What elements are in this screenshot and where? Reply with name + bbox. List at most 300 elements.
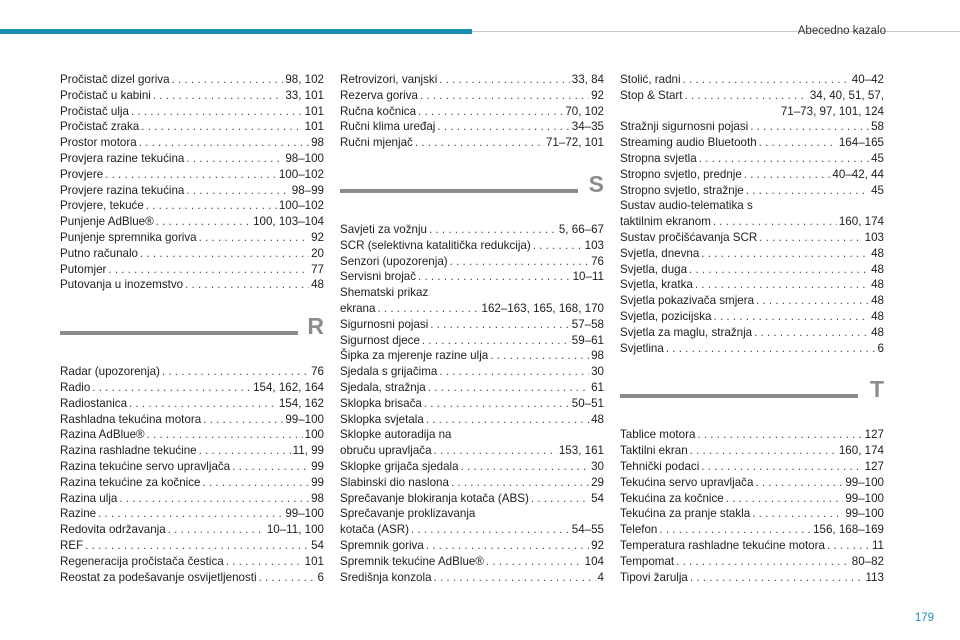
index-entry-pages: 98–99 bbox=[291, 183, 324, 197]
index-entry-pages: 48 bbox=[871, 278, 884, 292]
index-entry-line bbox=[620, 88, 884, 104]
index-entry[interactable] bbox=[340, 538, 604, 554]
index-entry-line bbox=[340, 412, 604, 428]
section-letter: R bbox=[307, 313, 324, 340]
index-entry-label: Svjetla pokazivača smjera bbox=[620, 294, 755, 308]
index-entry[interactable] bbox=[620, 246, 884, 262]
index-entry[interactable] bbox=[340, 222, 604, 238]
index-entry[interactable] bbox=[620, 167, 884, 183]
index-entry-line bbox=[60, 506, 324, 522]
index-entry-line bbox=[340, 72, 604, 88]
index-entry-pages: 100, 103–104 bbox=[253, 215, 324, 229]
index-entry-label: Putno računalo bbox=[60, 246, 138, 260]
index-entry[interactable] bbox=[60, 412, 324, 428]
index-entry-pages: 99 bbox=[311, 475, 324, 489]
index-entry-label: Provjere, tekuće bbox=[60, 199, 144, 213]
dot-leader bbox=[756, 293, 869, 309]
index-entry-line bbox=[620, 538, 884, 554]
dot-leader bbox=[428, 380, 589, 396]
index-entry-line bbox=[620, 427, 884, 443]
index-entry[interactable] bbox=[340, 269, 604, 285]
index-entry-pages: 29 bbox=[591, 475, 604, 489]
index-entry[interactable] bbox=[60, 167, 324, 183]
index-entry[interactable] bbox=[340, 427, 604, 443]
index-entry-pages: 20 bbox=[311, 246, 324, 260]
index-entry-label: Temperatura rashladne tekućine motora bbox=[620, 538, 825, 552]
dot-leader bbox=[131, 104, 303, 120]
index-entry[interactable] bbox=[60, 427, 324, 443]
index-entry-label: SCR (selektivna katalitička redukcija) bbox=[340, 238, 531, 252]
index-entry-line bbox=[60, 364, 324, 380]
index-entry[interactable] bbox=[340, 491, 604, 507]
index-entry[interactable] bbox=[60, 459, 324, 475]
index-entry[interactable] bbox=[340, 301, 604, 317]
index-entry-label: Razine bbox=[60, 507, 97, 521]
index-entry[interactable] bbox=[60, 506, 324, 522]
index-entry-label: Šipka za mjerenje razine ulja bbox=[340, 349, 489, 363]
header-rule bbox=[472, 31, 960, 32]
index-entry[interactable] bbox=[340, 554, 604, 570]
index-entry-pages: 54–55 bbox=[571, 523, 604, 537]
index-entry-label: Punjenje AdBlue® bbox=[60, 215, 154, 229]
index-entry[interactable] bbox=[340, 348, 604, 364]
index-entry-line bbox=[60, 72, 324, 88]
index-entry-label: Rezerva goriva bbox=[340, 88, 418, 102]
index-entry-label: Ručni klima uređaj bbox=[340, 120, 436, 134]
index-entry-pages: 153, 161 bbox=[558, 444, 604, 458]
index-entry-line bbox=[60, 570, 324, 586]
dot-leader bbox=[461, 459, 590, 475]
index-entry-label: kotača (ASR) bbox=[340, 523, 409, 537]
index-entry-label: REF bbox=[60, 538, 84, 552]
index-entry-line bbox=[60, 427, 324, 443]
index-entry-pages: 48 bbox=[871, 309, 884, 323]
page-number: 179 bbox=[914, 612, 934, 624]
index-entry-pages: 92 bbox=[591, 538, 604, 552]
index-entry-line bbox=[340, 135, 604, 151]
index-entry-pages: 164–165 bbox=[838, 136, 884, 150]
index-entry[interactable] bbox=[340, 459, 604, 475]
index-entry[interactable] bbox=[340, 380, 604, 396]
index-entry[interactable] bbox=[340, 88, 604, 104]
index-entry-label: Svjetlina bbox=[620, 341, 664, 355]
index-entry-label: Razina AdBlue® bbox=[60, 428, 145, 442]
index-entry-label: Streaming audio Bluetooth bbox=[620, 136, 757, 150]
index-entry[interactable] bbox=[620, 459, 884, 475]
index-entry[interactable] bbox=[340, 104, 604, 120]
index-entry-pages: 127 bbox=[864, 459, 884, 473]
dot-leader bbox=[676, 554, 850, 570]
index-entry[interactable] bbox=[620, 427, 884, 443]
index-entry-label: Sklopke autoradija na bbox=[340, 428, 452, 442]
index-entry[interactable] bbox=[340, 317, 604, 333]
index-entry-label: Telefon bbox=[620, 523, 658, 537]
index-entry-label: Senzori (upozorenja) bbox=[340, 254, 448, 268]
index-entry-label: Punjenje spremnika goriva bbox=[60, 230, 197, 244]
dot-leader bbox=[420, 88, 589, 104]
index-entry-label: Ručna kočnica bbox=[340, 104, 417, 118]
index-entry[interactable] bbox=[60, 230, 324, 246]
index-entry-label: Svjetla, dnevna bbox=[620, 246, 700, 260]
index-entry-line bbox=[340, 348, 604, 364]
index-entry[interactable] bbox=[340, 285, 604, 301]
index-entry[interactable] bbox=[620, 341, 884, 357]
index-entry-pages: 10–11 bbox=[572, 270, 604, 284]
index-entry[interactable] bbox=[340, 254, 604, 270]
index-entry-label: Svjetla, pozicijska bbox=[620, 309, 712, 323]
index-entry[interactable] bbox=[620, 506, 884, 522]
index-entry-line bbox=[340, 119, 604, 135]
index-entry[interactable] bbox=[620, 475, 884, 491]
index-entry-label: ekrana bbox=[340, 301, 376, 315]
index-entry-line bbox=[60, 183, 324, 199]
index-entry[interactable] bbox=[620, 119, 884, 135]
index-entry-label: Sigurnosni pojasi bbox=[340, 317, 429, 331]
index-entry-line bbox=[620, 119, 884, 135]
index-entry-line bbox=[620, 167, 884, 183]
index-entry-label: taktilnim ekranom bbox=[620, 215, 711, 229]
dot-leader bbox=[141, 119, 302, 135]
index-entry[interactable] bbox=[60, 104, 324, 120]
dot-leader bbox=[689, 262, 869, 278]
dot-leader bbox=[139, 135, 309, 151]
index-entry[interactable] bbox=[620, 230, 884, 246]
index-entry-line bbox=[340, 317, 604, 333]
dot-leader bbox=[490, 348, 589, 364]
index-entry-label: Svjetla, kratka bbox=[620, 278, 693, 292]
index-entry-pages: 30 bbox=[591, 365, 604, 379]
index-entry-label: Provjera razine tekućina bbox=[60, 151, 185, 165]
index-entry-pages: 98 bbox=[311, 491, 324, 505]
index-entry-line bbox=[620, 135, 884, 151]
index-entry[interactable] bbox=[60, 491, 324, 507]
index-entry-line bbox=[620, 246, 884, 262]
index-entry[interactable] bbox=[60, 554, 324, 570]
index-entry-line bbox=[60, 230, 324, 246]
letter-divider-rule bbox=[340, 189, 578, 193]
index-entry[interactable] bbox=[340, 364, 604, 380]
index-entry[interactable] bbox=[340, 412, 604, 428]
dot-leader bbox=[119, 491, 309, 507]
dot-leader bbox=[439, 72, 569, 88]
index-entry[interactable] bbox=[620, 151, 884, 167]
index-entry-pages: 101 bbox=[304, 120, 324, 134]
dot-leader bbox=[424, 396, 570, 412]
index-entry-label: Stropno svjetlo, prednje bbox=[620, 167, 742, 181]
index-entry-line bbox=[340, 104, 604, 120]
index-entry[interactable] bbox=[60, 198, 324, 214]
index-entry[interactable] bbox=[620, 538, 884, 554]
index-entry-pages: 58 bbox=[871, 120, 884, 134]
index-entry-line bbox=[60, 475, 324, 491]
index-entry-pages: 99–100 bbox=[845, 507, 884, 521]
index-entry[interactable] bbox=[620, 262, 884, 278]
index-entry-label: Taktilni ekran bbox=[620, 444, 688, 458]
index-entry-line bbox=[60, 262, 324, 278]
index-entry-pages: 99–100 bbox=[285, 507, 324, 521]
index-entry-pages: 98–100 bbox=[285, 151, 324, 165]
index-entry-line bbox=[340, 222, 604, 238]
index-entry[interactable] bbox=[340, 443, 604, 459]
index-entry-label: Pročistač dizel goriva bbox=[60, 73, 170, 86]
index-entry[interactable] bbox=[60, 183, 324, 199]
index-entry[interactable] bbox=[620, 135, 884, 151]
dot-leader bbox=[699, 151, 869, 167]
dot-leader bbox=[434, 443, 557, 459]
index-entry-pages: 33, 101 bbox=[285, 88, 324, 102]
index-entry[interactable] bbox=[60, 443, 324, 459]
index-entry[interactable] bbox=[60, 522, 324, 538]
index-entry[interactable] bbox=[340, 238, 604, 254]
index-entry-line bbox=[340, 238, 604, 254]
index-entry-pages: 50–51 bbox=[571, 396, 604, 410]
index-entry-line bbox=[60, 522, 324, 538]
dot-leader bbox=[659, 522, 811, 538]
index-entry-label: Ručni mjenjač bbox=[340, 136, 413, 150]
index-entry-label: Tehnički podaci bbox=[620, 459, 700, 473]
index-entry-label: Servisni brojač bbox=[340, 270, 417, 284]
index-entry[interactable] bbox=[620, 198, 884, 214]
index-entry[interactable] bbox=[340, 396, 604, 412]
dot-leader bbox=[726, 491, 844, 507]
dot-leader bbox=[186, 151, 283, 167]
index-entry-line bbox=[620, 443, 884, 459]
index-entry-line bbox=[60, 246, 324, 262]
index-entry-pages: 45 bbox=[871, 183, 884, 197]
dot-leader bbox=[415, 135, 544, 151]
index-entry-pages: 48 bbox=[871, 294, 884, 308]
index-entry[interactable] bbox=[60, 88, 324, 104]
index-entry-label: Shematski prikaz bbox=[340, 286, 429, 300]
dot-leader bbox=[259, 570, 316, 586]
index-entry-label: Razina tekućine za kočnice bbox=[60, 475, 201, 489]
index-entry[interactable] bbox=[620, 570, 884, 586]
index-entry[interactable] bbox=[620, 88, 884, 120]
index-entry-pages: 103 bbox=[864, 230, 884, 244]
index-entry-label: Radar (upozorenja) bbox=[60, 365, 160, 379]
dot-leader bbox=[714, 309, 870, 325]
index-entry[interactable] bbox=[620, 293, 884, 309]
index-entry-pages: 45 bbox=[871, 151, 884, 165]
index-entry-pages: 99 bbox=[311, 459, 324, 473]
index-entry[interactable] bbox=[620, 214, 884, 230]
index-entry-pages: 101 bbox=[304, 554, 324, 568]
dot-leader bbox=[232, 459, 309, 475]
index-entry-label: Stropno svjetlo, stražnje bbox=[620, 183, 744, 197]
index-entry-line bbox=[620, 230, 884, 246]
dot-leader bbox=[199, 443, 291, 459]
index-entry-pages: 99–100 bbox=[845, 491, 884, 505]
index-entry-label: Regeneracija pročistača čestica bbox=[60, 554, 224, 568]
index-entry-pages: 156, 168–169 bbox=[813, 523, 884, 537]
index-entry-label: Razina ulja bbox=[60, 491, 118, 505]
dot-leader bbox=[98, 506, 283, 522]
index-entry-label: Sklopke grijača sjedala bbox=[340, 459, 459, 473]
index-entry-label: Provjere bbox=[60, 167, 104, 181]
dot-leader bbox=[750, 119, 869, 135]
index-entry[interactable] bbox=[60, 214, 324, 230]
index-entry[interactable] bbox=[60, 396, 324, 412]
index-entry[interactable] bbox=[340, 119, 604, 135]
index-entry[interactable] bbox=[620, 309, 884, 325]
index-entry-pages: 48 bbox=[591, 412, 604, 426]
dot-leader bbox=[422, 333, 570, 349]
index-entry-pages: 76 bbox=[311, 365, 324, 379]
index-entry-label: Tekućina za kočnice bbox=[620, 491, 724, 505]
index-entry-pages: 154, 162, 164 bbox=[253, 380, 324, 394]
index-entry[interactable] bbox=[620, 554, 884, 570]
index-entry[interactable] bbox=[60, 364, 324, 380]
index-entry-label: Sustav audio-telematika s bbox=[620, 199, 753, 213]
index-entry-label: Stropna svjetla bbox=[620, 151, 697, 165]
index-entry[interactable] bbox=[340, 333, 604, 349]
dot-leader bbox=[683, 72, 850, 88]
index-entry-label: Slabinski dio naslona bbox=[340, 475, 449, 489]
index-entry[interactable] bbox=[620, 522, 884, 538]
index-entry[interactable] bbox=[340, 522, 604, 538]
index-entry[interactable] bbox=[620, 183, 884, 199]
index-column-2 bbox=[340, 72, 604, 585]
index-entry-label: Sustav pročišćavanja SCR bbox=[620, 230, 758, 244]
dot-leader bbox=[759, 135, 837, 151]
index-entry-pages: 40–42 bbox=[851, 73, 884, 86]
index-entry-pages: 5, 66–67 bbox=[558, 222, 604, 236]
index-entry-label: Retrovizori, vanjski bbox=[340, 73, 438, 86]
index-column-3 bbox=[620, 72, 884, 585]
index-entry[interactable] bbox=[620, 491, 884, 507]
dot-leader bbox=[690, 443, 837, 459]
index-entry-line bbox=[620, 151, 884, 167]
index-entry[interactable] bbox=[620, 325, 884, 341]
index-entry-line bbox=[60, 151, 324, 167]
index-entry-line bbox=[60, 396, 324, 412]
dot-leader bbox=[759, 230, 862, 246]
index-entry-pages: 4 bbox=[597, 570, 604, 584]
index-entry-line bbox=[340, 443, 604, 459]
index-entry[interactable] bbox=[60, 135, 324, 151]
index-entry-label: Putovanja u inozemstvo bbox=[60, 278, 184, 292]
index-entry-label: Sklopka svjetala bbox=[340, 412, 424, 426]
dot-leader bbox=[451, 475, 589, 491]
dot-leader bbox=[430, 317, 569, 333]
index-entry[interactable] bbox=[60, 119, 324, 135]
index-entry-label: Sigurnost djece bbox=[340, 333, 420, 347]
index-entry[interactable] bbox=[60, 246, 324, 262]
dot-leader bbox=[411, 522, 570, 538]
index-entry-pages: 98 bbox=[591, 349, 604, 363]
index-entry-line bbox=[60, 119, 324, 135]
dot-leader bbox=[752, 506, 843, 522]
index-entry[interactable] bbox=[60, 72, 324, 88]
index-column-1 bbox=[60, 72, 324, 585]
index-entry-pages: 34–35 bbox=[571, 120, 604, 134]
index-entry-pages-continued: 71–73, 97, 101, 124 bbox=[780, 104, 884, 118]
index-entry[interactable] bbox=[60, 151, 324, 167]
dot-leader bbox=[203, 412, 283, 428]
dot-leader bbox=[713, 214, 837, 230]
index-entry-line bbox=[340, 301, 604, 317]
index-entry-line bbox=[340, 570, 604, 586]
index-entry[interactable] bbox=[340, 475, 604, 491]
index-entry-line bbox=[60, 88, 324, 104]
index-entry[interactable] bbox=[340, 72, 604, 88]
index-entry[interactable] bbox=[620, 72, 884, 88]
index-entry-line bbox=[340, 364, 604, 380]
dot-leader bbox=[418, 269, 571, 285]
index-entry-pages: 80–82 bbox=[851, 554, 884, 568]
index-entry-pages: 10–11, 100 bbox=[266, 523, 324, 537]
dot-leader bbox=[92, 380, 251, 396]
index-entry[interactable] bbox=[340, 570, 604, 586]
index-entry-label: Sprečavanje blokiranja kotača (ABS) bbox=[340, 491, 529, 505]
index-entry-pages: 127 bbox=[864, 428, 884, 442]
index-entry[interactable] bbox=[60, 570, 324, 586]
index-entry-line bbox=[620, 309, 884, 325]
index-entry-label: Razina rashladne tekućine bbox=[60, 444, 197, 458]
index-entry-pages: 100–102 bbox=[278, 167, 324, 181]
index-entry-pages: 76 bbox=[591, 254, 604, 268]
dot-leader bbox=[186, 183, 289, 199]
index-entry-line bbox=[60, 167, 324, 183]
dot-leader bbox=[827, 538, 870, 554]
index-entry-line bbox=[60, 538, 324, 554]
index-entry[interactable] bbox=[60, 538, 324, 554]
index-entry-label: Rashladna tekućina motora bbox=[60, 412, 202, 426]
dot-leader bbox=[162, 364, 309, 380]
index-entry-line bbox=[340, 538, 604, 554]
index-entry-label: Savjeti za vožnju bbox=[340, 222, 427, 236]
index-entry-pages: 113 bbox=[865, 570, 884, 584]
index-entry-pages: 101 bbox=[304, 104, 324, 118]
index-entry-line bbox=[60, 459, 324, 475]
index-entry-line bbox=[340, 522, 604, 538]
index-entry-line bbox=[620, 262, 884, 278]
dot-leader bbox=[105, 167, 277, 183]
index-entry[interactable] bbox=[60, 380, 324, 396]
index-entry-line bbox=[620, 341, 884, 357]
index-entry[interactable] bbox=[340, 135, 604, 151]
dot-leader bbox=[153, 88, 283, 104]
index-entry[interactable] bbox=[620, 277, 884, 293]
dot-leader bbox=[695, 277, 869, 293]
index-entry-label: Sprečavanje proklizavanja bbox=[340, 507, 476, 521]
dot-leader bbox=[701, 459, 862, 475]
index-entry[interactable] bbox=[340, 506, 604, 522]
index-entry[interactable] bbox=[60, 475, 324, 491]
index-entry-line bbox=[340, 88, 604, 104]
index-entry-line bbox=[620, 570, 884, 586]
index-entry-label: Razina tekućine servo upravljača bbox=[60, 459, 231, 473]
index-entry-label: Spremnik tekućine AdBlue® bbox=[340, 554, 484, 568]
index-entry-line bbox=[60, 554, 324, 570]
index-entry-pages: 154, 162 bbox=[278, 396, 324, 410]
index-entry[interactable] bbox=[60, 262, 324, 278]
index-entry[interactable] bbox=[60, 277, 324, 293]
index-entry-label: Stop & Start bbox=[620, 88, 683, 102]
index-entry-line bbox=[340, 491, 604, 507]
index-entry[interactable] bbox=[620, 443, 884, 459]
dot-leader bbox=[685, 88, 808, 104]
index-entry-label: obruču upravljača bbox=[340, 444, 432, 458]
dot-leader bbox=[746, 183, 869, 199]
dot-leader bbox=[701, 246, 869, 262]
dot-leader bbox=[533, 238, 583, 254]
index-entry-line bbox=[620, 293, 884, 309]
index-entry-pages: 30 bbox=[591, 459, 604, 473]
dot-leader bbox=[429, 222, 557, 238]
index-entry-pages: 61 bbox=[591, 380, 604, 394]
index-entry-pages: 54 bbox=[311, 538, 324, 552]
